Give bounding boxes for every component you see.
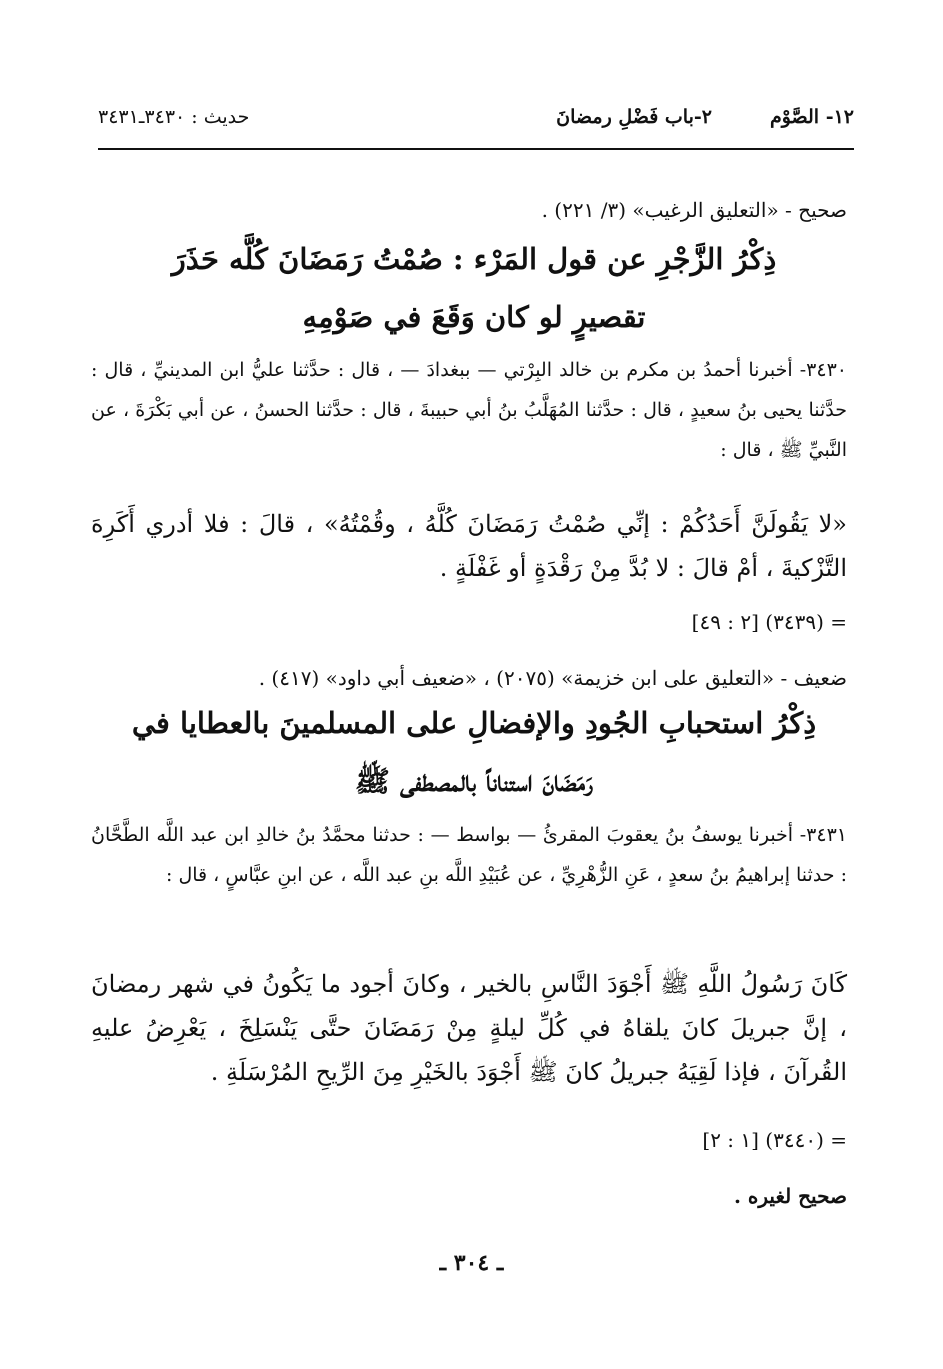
hadith-3430-cross-reference: = (٣٤٣٩) [٢ : ٤٩] — [691, 610, 847, 634]
chapter-heading-1-line-2: تقصيرٍ لو كان وَقَعَ في صَوْمِهِ — [302, 300, 646, 334]
chapter-heading-1-line-1: ذِكْرُ الزَّجْرِ عن قول المَرْء : صُمْتُ رَمَضَانَ كُلَّه حَذَرَ — [171, 242, 777, 276]
header-bab-title: ٢-باب فَضْلِ رمضانَ — [556, 106, 712, 128]
chapter-heading-2-line-1: ذِكْرُ استحبابِ الجُودِ والإفضالِ على المسلمينَ بالعطايا في — [131, 706, 817, 740]
grading-previous: صحيح - «التعليق الرغيب» (٣/ ٢٢١) . — [541, 198, 847, 222]
hadith-3430-isnad: ٣٤٣٠- أخبرنا أحمدُ بن مكرم بن خالد البِرْتي — ببغدادَ — ، قال : حدَّثنا عليُّ ابن المدينيِّ ، قال : حدَّثنا يحيى بنُ سعيدٍ ، قال : حدَّثنا المُهَلَّبُ بنُ أبي حبيبةَ ، قال : حدَّثنا الحسنُ ، عن أبي بَكْرَةَ ، عن النَّبيِّ ﷺ ، قال : — [91, 359, 847, 461]
hadith-3431-matn: كَانَ رَسُولُ اللَّهِ ﷺ أَجْوَدَ النَّاسِ بالخير ، وكانَ أجود ما يَكُونُ في شهر رمضانَ ، إنَّ جبريلَ كانَ يلقاهُ في كُلِّ ليلةٍ مِنْ رَمَضَانَ حتَّى يَنْسَلِخَ ، يَعْرِضُ عليهِ القُرآنَ ، فإذا لَقِيَهُ جبريلُ كانَ ﷺ أَجْوَدَ بالخَيْرِ مِنَ الرِّيحِ المُرْسَلَةِ . — [91, 970, 847, 1086]
hadith-3431-isnad: ٣٤٣١- أخبرنا يوسفُ بنُ يعقوبَ المقرئُ — بواسط — : حدثنا محمَّدُ بنُ خالدِ ابن عبد اللَّه الطَّحَّانُ : حدثنا إبراهيمُ بنُ سعدٍ ، عَنِ الزُّهْرِيِّ ، عن عُبَيْدِ اللَّه بنِ عبد اللَّه ، عن ابنِ عبَّاسٍ ، قال : — [91, 824, 847, 886]
grading-3430: ضعيف - «التعليق على ابن خزيمة» (٢٠٧٥) ، «ضعيف أبي داود» (٤١٧) . — [258, 666, 847, 690]
header-chapter-title: ١٢- الصَّوْم — [769, 106, 854, 128]
running-header — [98, 106, 854, 146]
hadith-3430-matn: «لا يَقُولَنَّ أَحَدُكُمْ : إنِّي صُمْتُ رَمَضَانَ كُلَّهُ ، وقُمْتُهُ» ، قالَ : فلا أدري أَكَرِهَ التَّزْكيةَ ، أمْ قالَ : لا بُدَّ مِنْ رَقْدَةٍ أو غَفْلَةٍ . — [91, 510, 847, 582]
page-number: ـ ٣٠٤ ـ — [439, 1250, 504, 1276]
chapter-heading-2-line-2: رَمَضَانَ استناناً بالمصطفى ﷺ — [354, 764, 594, 798]
header-divider — [98, 148, 854, 150]
header-hadith-range: حديث : ٣٤٣٠ـ٣٤٣١ — [98, 106, 250, 128]
grading-3431: صحيح لغيره . — [733, 1184, 847, 1208]
hadith-3431-cross-reference: = (٣٤٤٠) [١ : ٢] — [702, 1128, 847, 1152]
